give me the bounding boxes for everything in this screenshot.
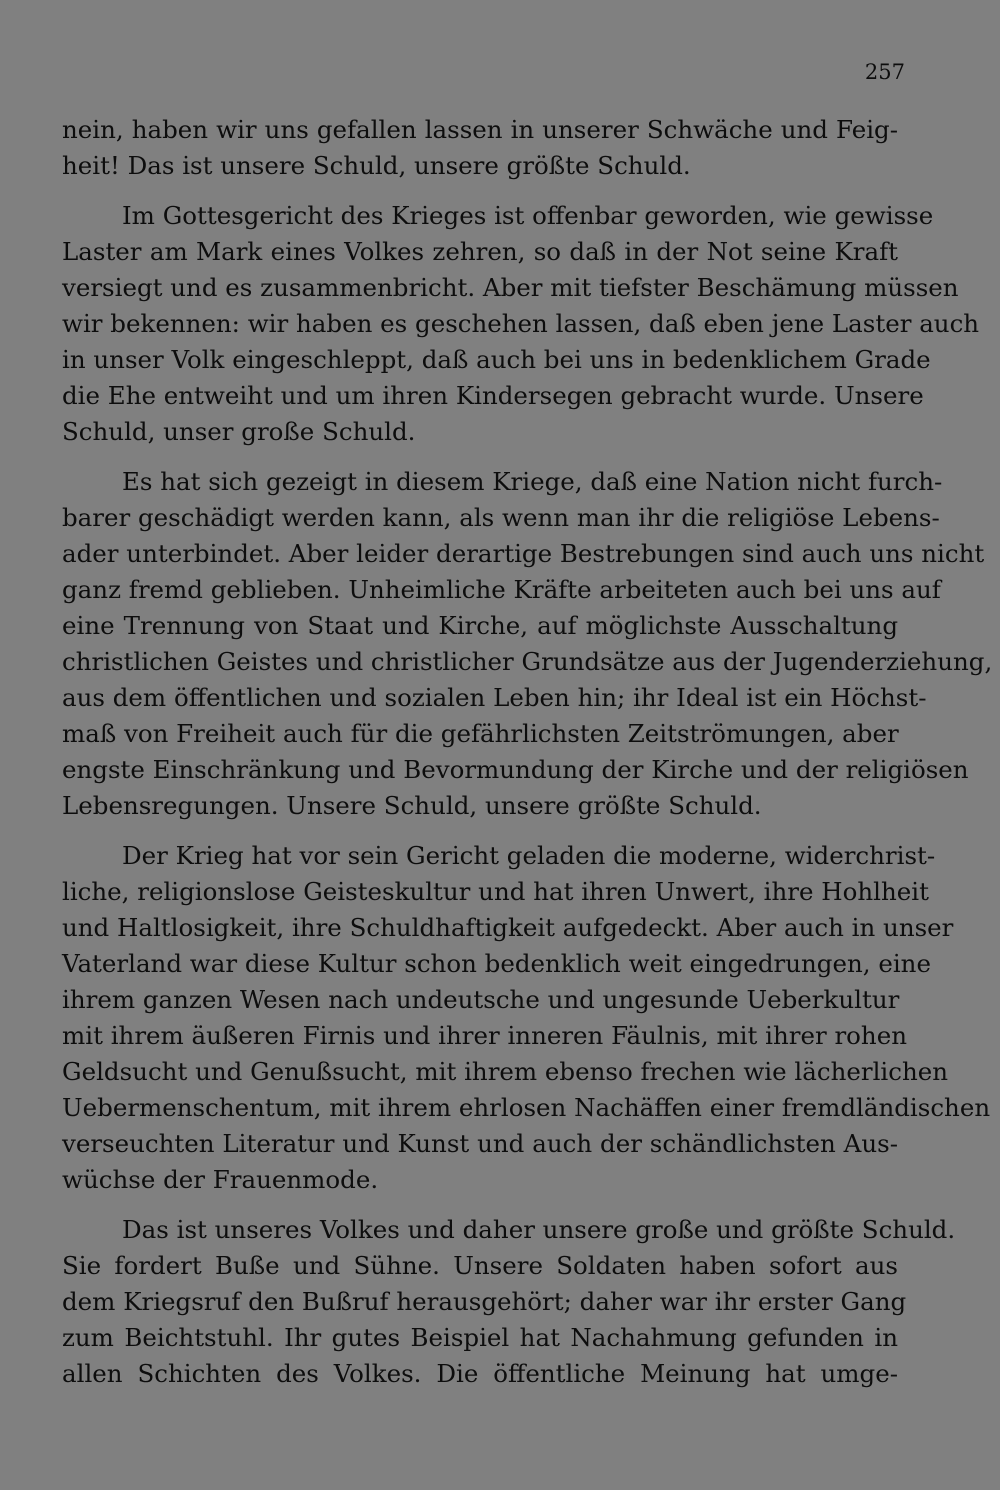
text-line: nein, haben wir uns gefallen lassen in unserer Schwäche und Feig- — [62, 115, 898, 144]
text-line: zum Beichtstuhl. Ihr gutes Beispiel hat Nachahmung gefunden in — [62, 1323, 898, 1352]
text-line: Schuld, unser große Schuld. — [62, 417, 416, 446]
paragraph — [62, 112, 898, 184]
text-line: allen Schichten des Volkes. Die öffentliche Meinung hat umge- — [62, 1359, 898, 1388]
text-line: ganz fremd geblieben. Unheimliche Kräfte arbeiteten auch bei uns auf — [62, 575, 941, 604]
text-line: christlichen Geistes und christlicher Grundsätze aus der Jugenderziehung, — [62, 647, 993, 676]
text-line: Geldsucht und Genußsucht, mit ihrem ebenso frechen wie lächerlichen — [62, 1057, 949, 1086]
text-line: und Haltlosigkeit, ihre Schuldhaftigkeit aufgedeckt. Aber auch in unser — [62, 913, 954, 942]
body-text — [62, 112, 993, 1406]
text-line: mit ihrem äußeren Firnis und ihrer inneren Fäulnis, mit ihrer rohen — [62, 1021, 907, 1050]
text-line: Sie fordert Buße und Sühne. Unsere Soldaten haben sofort aus — [62, 1251, 898, 1280]
text-line: verseuchten Literatur und Kunst und auch der schändlichsten Aus- — [62, 1129, 898, 1158]
text-line: Lebensregungen. Unsere Schuld, unsere größte Schuld. — [62, 791, 762, 820]
text-line: Im Gottesgericht des Krieges ist offenbar geworden, wie gewisse — [122, 201, 934, 230]
text-line: barer geschädigt werden kann, als wenn man ihr die religiöse Lebens- — [62, 503, 940, 532]
text-line: Der Krieg hat vor sein Gericht geladen die moderne, widerchrist- — [122, 841, 936, 870]
text-line: maß von Freiheit auch für die gefährlichsten Zeitströmungen, aber — [62, 719, 899, 748]
text-line: in unser Volk eingeschleppt, daß auch bei uns in bedenklichem Grade — [62, 345, 931, 374]
page-number: 257 — [864, 60, 905, 84]
paragraph — [62, 838, 991, 1198]
text-line: Das ist unseres Volkes und daher unsere große und größte Schuld. — [122, 1215, 956, 1244]
text-line: wüchse der Frauenmode. — [62, 1165, 379, 1194]
text-line: Uebermenschentum, mit ihrem ehrlosen Nachäffen einer fremdländischen — [62, 1093, 991, 1122]
text-line: die Ehe entweiht und um ihren Kindersegen gebracht wurde. Unsere — [62, 381, 924, 410]
text-line: versiegt und es zusammenbricht. Aber mit tiefster Beschämung müssen — [62, 273, 959, 302]
text-line: eine Trennung von Staat und Kirche, auf möglichste Ausschaltung — [62, 611, 898, 640]
text-line: Laster am Mark eines Volkes zehren, so daß in der Not seine Kraft — [62, 237, 898, 266]
text-line: Es hat sich gezeigt in diesem Kriege, daß eine Nation nicht furch- — [122, 467, 943, 496]
paragraph — [62, 464, 993, 824]
paragraph — [62, 198, 980, 450]
text-line: ader unterbindet. Aber leider derartige Bestrebungen sind auch uns nicht — [62, 539, 985, 568]
text-line: engste Einschränkung und Bevormundung der Kirche und der religiösen — [62, 755, 969, 784]
text-line: Vaterland war diese Kultur schon bedenklich weit eingedrungen, eine — [62, 949, 931, 978]
text-line: ihrem ganzen Wesen nach undeutsche und ungesunde Ueberkultur — [62, 985, 900, 1014]
text-line: heit! Das ist unsere Schuld, unsere größte Schuld. — [62, 151, 691, 180]
text-line: wir bekennen: wir haben es geschehen lassen, daß eben jene Laster auch — [62, 309, 980, 338]
text-line: dem Kriegsruf den Bußruf herausgehört; daher war ihr erster Gang — [62, 1287, 907, 1316]
text-line: liche, religionslose Geisteskultur und hat ihren Unwert, ihre Hohlheit — [62, 877, 929, 906]
paragraph — [62, 1212, 956, 1392]
text-line: aus dem öffentlichen und sozialen Leben hin; ihr Ideal ist ein Höchst- — [62, 683, 927, 712]
